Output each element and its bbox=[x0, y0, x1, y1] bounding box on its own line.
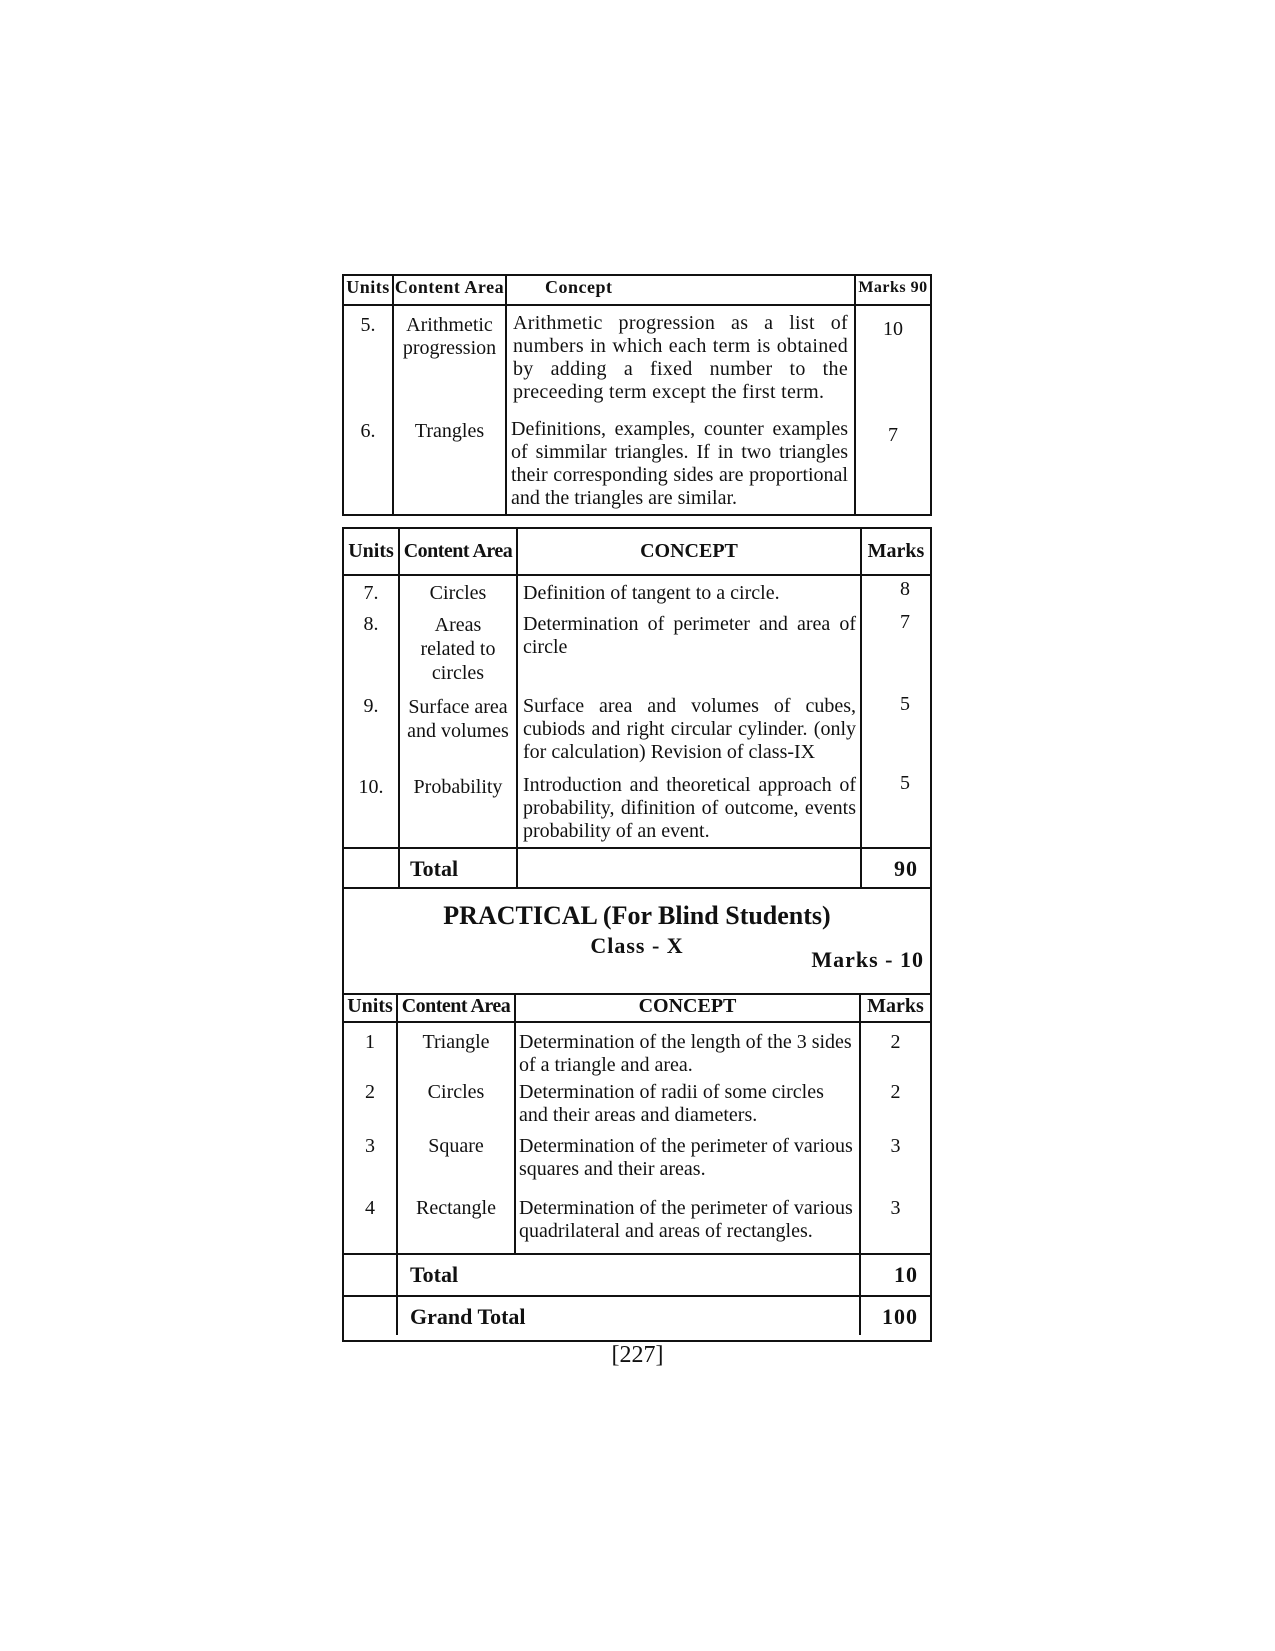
unit-number: 4 bbox=[344, 1191, 397, 1254]
unit-number: 9. bbox=[344, 691, 399, 770]
marks-value: 5 bbox=[900, 693, 910, 715]
table-row bbox=[344, 770, 930, 848]
table-row bbox=[344, 305, 930, 416]
total-label: Total bbox=[399, 848, 517, 887]
content-area: Arithmetic progression bbox=[393, 305, 506, 416]
header-concept: Concept bbox=[506, 276, 855, 305]
content-area: Trangles bbox=[393, 416, 506, 514]
header-units: Units bbox=[344, 995, 397, 1022]
concept-text: Determination of the perimeter of various squares and their areas. bbox=[515, 1131, 860, 1191]
total-row bbox=[344, 1254, 930, 1296]
unit-number: 7. bbox=[344, 575, 399, 611]
marks-value: 3 bbox=[890, 1197, 901, 1219]
marks-value: 2 bbox=[890, 1081, 901, 1103]
table-row bbox=[344, 575, 930, 611]
unit-number: 2 bbox=[344, 1079, 397, 1131]
table-header bbox=[344, 529, 930, 575]
total-value: 10 bbox=[860, 1254, 930, 1296]
content-area: Circles bbox=[399, 575, 517, 611]
unit-number: 3 bbox=[344, 1131, 397, 1191]
total-value: 90 bbox=[861, 848, 930, 887]
content-area: Triangle bbox=[397, 1022, 515, 1079]
syllabus-table-2 bbox=[342, 527, 932, 1342]
table-header bbox=[344, 276, 930, 305]
header-marks: Marks bbox=[860, 995, 930, 1022]
practical-heading bbox=[344, 887, 930, 995]
concept-text: Introduction and theoretical approach of probability, difinition of outcome, events probability of an event. bbox=[517, 770, 861, 848]
header-marks: Marks 90 bbox=[855, 276, 930, 305]
practical-class: Class - X bbox=[590, 933, 684, 958]
header-content-area: Content Area bbox=[399, 529, 517, 575]
grand-total-row bbox=[344, 1296, 930, 1335]
concept-text: Determination of perimeter and area of circle bbox=[517, 611, 861, 691]
header-units: Units bbox=[344, 276, 393, 305]
marks-value: 10 bbox=[883, 318, 903, 340]
total-row bbox=[344, 848, 930, 887]
concept-text: Definitions, examples, counter examples of simmilar triangles. If in two triangles their corresponding sides are proportional and the triangles are similar. bbox=[506, 416, 855, 514]
concept-text: Definition of tangent to a circle. bbox=[517, 575, 861, 611]
header-content-area: Content Area bbox=[397, 995, 515, 1022]
table-row bbox=[344, 691, 930, 770]
content-area: Rectangle bbox=[397, 1191, 515, 1254]
marks-value: 3 bbox=[890, 1135, 901, 1157]
unit-number: 8. bbox=[344, 611, 399, 691]
content-area: Areas related to circles bbox=[399, 611, 517, 691]
marks-value: 8 bbox=[900, 578, 910, 600]
table-row bbox=[344, 1191, 930, 1254]
unit-number: 6. bbox=[344, 416, 393, 514]
table-row bbox=[344, 1079, 930, 1131]
marks-value: 5 bbox=[900, 772, 910, 794]
total-label: Total bbox=[397, 1254, 860, 1296]
content-area: Square bbox=[397, 1131, 515, 1191]
syllabus-table-1 bbox=[342, 274, 932, 516]
header-content-area: Content Area bbox=[393, 276, 506, 305]
unit-number: 1 bbox=[344, 1022, 397, 1079]
content-area: Surface area and volumes bbox=[399, 691, 517, 770]
marks-value: 2 bbox=[890, 1031, 901, 1053]
content-area: Probability bbox=[399, 770, 517, 848]
concept-text: Determination of the perimeter of various quadrilateral and areas of rectangles. bbox=[515, 1191, 860, 1254]
header-marks: Marks bbox=[861, 529, 930, 575]
content-area: Circles bbox=[397, 1079, 515, 1131]
table-header bbox=[344, 995, 930, 1022]
practical-marks: Marks - 10 bbox=[811, 947, 924, 972]
table-row bbox=[344, 1022, 930, 1079]
concept-text: Determination of radii of some circles and their areas and diameters. bbox=[515, 1079, 860, 1131]
marks-value: 7 bbox=[888, 424, 898, 446]
header-units: Units bbox=[344, 529, 399, 575]
header-concept: CONCEPT bbox=[515, 995, 860, 1022]
header-concept: CONCEPT bbox=[517, 529, 861, 575]
concept-text: Determination of the length of the 3 sides of a triangle and area. bbox=[515, 1022, 860, 1079]
table-row bbox=[344, 611, 930, 691]
practical-title: PRACTICAL (For Blind Students) bbox=[443, 901, 831, 930]
unit-number: 10. bbox=[344, 770, 399, 848]
concept-text: Arithmetic progression as a list of numbers in which each term is obtained by adding a fixed number to the preceeding term except the first term. bbox=[506, 305, 855, 416]
table-row bbox=[344, 1131, 930, 1191]
concept-text: Surface area and volumes of cubes, cubiods and right circular cylinder. (only for calculation) Revision of class-IX bbox=[517, 691, 861, 770]
marks-value: 7 bbox=[900, 611, 910, 633]
grand-total-value: 100 bbox=[860, 1296, 930, 1335]
page-number: [227] bbox=[611, 1342, 664, 1368]
grand-total-label: Grand Total bbox=[397, 1296, 860, 1335]
unit-number: 5. bbox=[344, 305, 393, 416]
table-row bbox=[344, 416, 930, 514]
